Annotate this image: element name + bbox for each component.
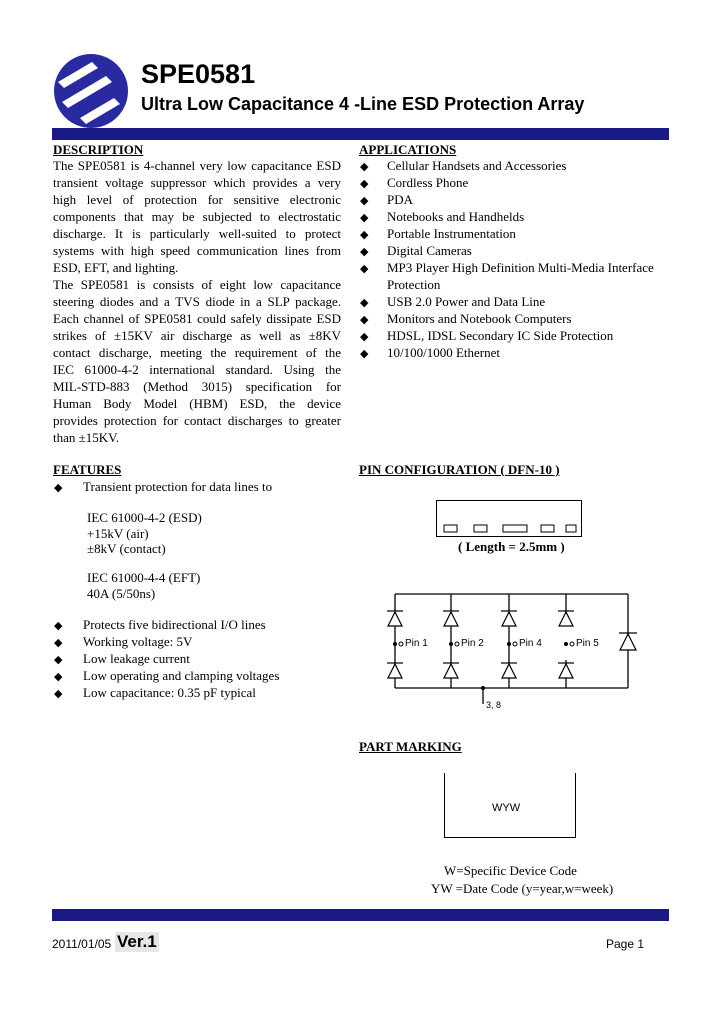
- list-item: Working voltage: 5V: [83, 634, 193, 649]
- description-line: The SPE0581 is consists of eight low capacitance: [53, 277, 341, 292]
- eft-spec: IEC 61000-4-4 (EFT): [87, 570, 201, 585]
- description-line: Human Body Model (HBM) ESD, the device: [53, 396, 341, 411]
- esd-spec: +15kV (air): [87, 526, 149, 541]
- list-item: Protects five bidirectional I/O lines: [83, 617, 266, 632]
- list-item: 10/100/1000 Ethernet: [387, 345, 501, 360]
- applications-list: [359, 158, 679, 368]
- package-outline-diagram: [436, 500, 582, 538]
- diamond-bullet-icon: ◆: [360, 161, 369, 173]
- description-line: discharge. It is particularly well-suited to protect: [53, 226, 341, 241]
- diamond-bullet-icon: ◆: [54, 620, 63, 632]
- description-line: high level of protection for sensitive electronic: [53, 192, 341, 207]
- diamond-bullet-icon: ◆: [54, 637, 63, 649]
- diamond-bullet-icon: ◆: [360, 178, 369, 190]
- list-item: Low leakage current: [83, 651, 190, 666]
- diamond-bullet-icon: ◆: [360, 331, 369, 343]
- diamond-bullet-icon: ◆: [54, 482, 63, 494]
- marking-legend-date: YW =Date Code (y=year,w=week): [431, 881, 614, 896]
- esd-spec: IEC 61000-4-2 (ESD): [87, 510, 202, 525]
- description-line: MIL-STD-883 (Method 3015) specification for: [53, 379, 341, 394]
- description-line: Each channel of SPE0581 could safely dissipate ESD: [53, 311, 341, 326]
- page-subtitle: Ultra Low Capacitance 4 -Line ESD Protection Array: [141, 94, 585, 114]
- list-item: Low capacitance: 0.35 pF typical: [83, 685, 256, 700]
- marking-legend-device: W=Specific Device Code: [444, 863, 577, 878]
- list-item: Digital Cameras: [387, 243, 472, 258]
- header-divider-bar: [52, 128, 669, 140]
- footer-page: Page 1: [606, 937, 645, 951]
- esd-circuit-diagram: [380, 588, 640, 713]
- description-line: IEC 61000-4-2 international standard. Using the: [53, 362, 341, 377]
- description-text: [53, 158, 341, 448]
- esd-spec: ±8kV (contact): [87, 541, 166, 556]
- package-length-label: ( Length = 2.5mm ): [458, 539, 565, 554]
- description-line: ESD, EFT, and lighting.: [53, 260, 179, 275]
- description-line: The SPE0581 is 4-channel very low capacitance ESD: [53, 158, 341, 173]
- diamond-bullet-icon: ◆: [360, 263, 369, 275]
- description-line: transient voltage suppressor which provides a very: [53, 175, 341, 190]
- list-item: PDA: [387, 192, 414, 207]
- pin-config-heading: PIN CONFIGURATION ( DFN-10 ): [359, 462, 560, 477]
- diamond-bullet-icon: ◆: [360, 348, 369, 360]
- features-heading: FEATURES: [53, 462, 122, 477]
- diamond-bullet-icon: ◆: [360, 195, 369, 207]
- applications-heading: APPLICATIONS: [359, 142, 457, 157]
- diamond-bullet-icon: ◆: [54, 654, 63, 666]
- diamond-bullet-icon: ◆: [54, 688, 63, 700]
- description-line: strikes of ±15KV air discharge as well as ±8KV: [53, 328, 341, 343]
- eft-spec: 40A (5/50ns): [87, 586, 156, 601]
- list-item: Cellular Handsets and Accessories: [387, 158, 567, 173]
- description-line: components that may be subjected to electrostatic: [53, 209, 341, 224]
- list-item: Low operating and clamping voltages: [83, 668, 280, 683]
- company-logo-icon: [52, 52, 130, 130]
- diamond-bullet-icon: ◆: [360, 212, 369, 224]
- list-item: HDSL, IDSL Secondary IC Side Protection: [387, 328, 614, 343]
- list-item: Cordless Phone: [387, 175, 469, 190]
- list-item: Monitors and Notebook Computers: [387, 311, 572, 326]
- list-item-continuation: Protection: [387, 277, 441, 292]
- list-item: USB 2.0 Power and Data Line: [387, 294, 546, 309]
- pin-label-2: Pin 2: [461, 638, 484, 649]
- page-title: SPE0581: [141, 59, 256, 89]
- diamond-bullet-icon: ◆: [54, 671, 63, 683]
- description-line: provides protection for contact discharges to greater: [53, 413, 341, 428]
- description-line: steering diodes and a TVS diode in a SLP package.: [53, 294, 341, 309]
- features-list: [53, 479, 353, 704]
- list-item: Notebooks and Handhelds: [387, 209, 525, 224]
- footer-divider-bar: [52, 909, 669, 921]
- pin-label-1: Pin 1: [405, 638, 428, 649]
- diamond-bullet-icon: ◆: [360, 229, 369, 241]
- list-item: Portable Instrumentation: [387, 226, 516, 241]
- ground-pin-label: 3, 8: [486, 700, 502, 710]
- diamond-bullet-icon: ◆: [360, 297, 369, 309]
- description-line: contact discharge, meeting the requirement of the: [53, 345, 341, 360]
- description-line: than ±15KV.: [53, 430, 120, 445]
- description-heading: DESCRIPTION: [53, 142, 144, 157]
- pin-label-4: Pin 4: [519, 638, 542, 649]
- list-item: MP3 Player High Definition Multi-Media Interface: [387, 260, 654, 275]
- part-marking-heading: PART MARKING: [359, 739, 462, 754]
- marking-code: WYW: [492, 802, 521, 814]
- description-line: systems with high speed communication lines from: [53, 243, 341, 258]
- pin-label-5: Pin 5: [576, 638, 599, 649]
- diamond-bullet-icon: ◆: [360, 314, 369, 326]
- list-item: Transient protection for data lines to: [83, 479, 273, 494]
- footer-version: Ver.1: [117, 932, 157, 951]
- footer-date: 2011/01/05: [52, 937, 112, 951]
- diamond-bullet-icon: ◆: [360, 246, 369, 258]
